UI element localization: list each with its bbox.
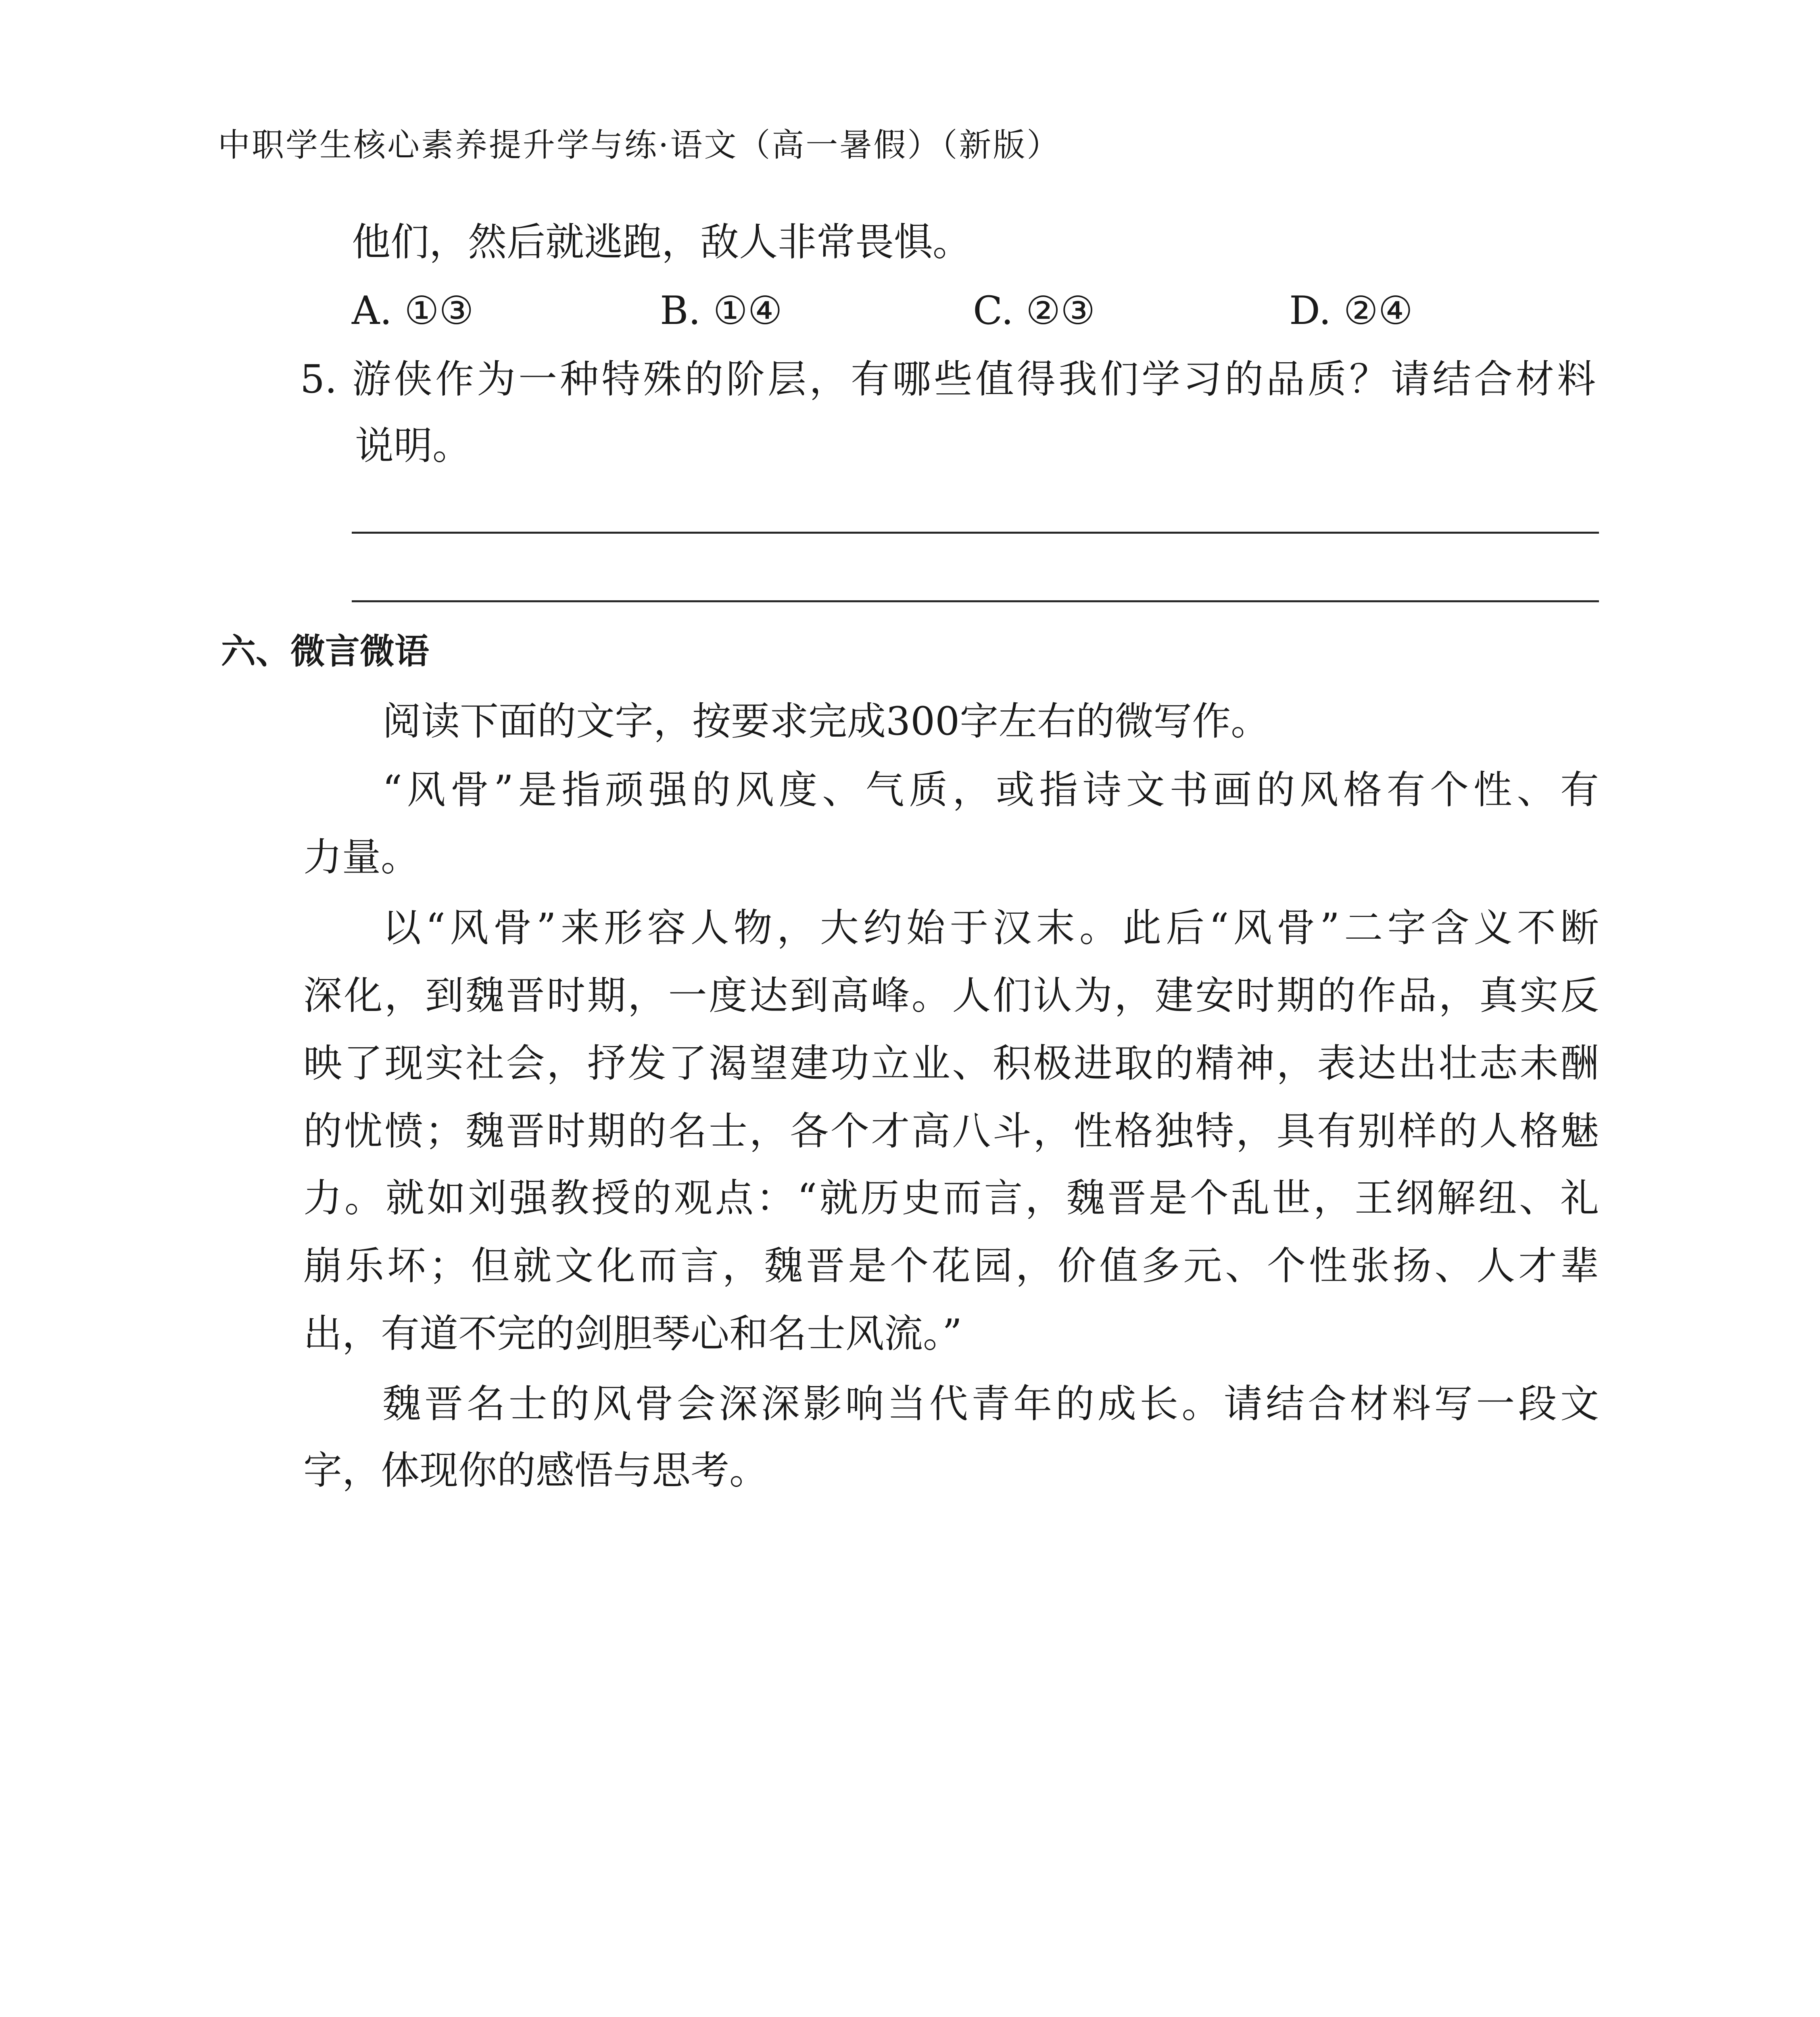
question4-continuation: 他们，然后就逃跑，敌人非常畏惧。 [352,219,971,265]
option-b-value: ①④ [713,288,783,333]
question5-line2: 说明。 [355,423,471,468]
paragraph-line: 的忧愤；魏晋时期的名士，各个才高八斗，性格独特，具有别样的人格魅 [303,1109,1599,1154]
section-heading: 六、微言微语 [221,631,429,672]
paragraph-line: 崩乐坏；但就文化而言，魏晋是个花园，价值多元、个性张扬、人才辈 [303,1243,1599,1288]
question5-line1: 5. 游侠作为一种特殊的阶层，有哪些值得我们学习的品质？请结合材料 [300,357,1596,402]
paragraph-line: “风骨”是指顽强的风度、气质，或指诗文书画的风格有个性、有 [382,767,1599,812]
option-c-value: ②③ [1026,288,1096,333]
option-b [660,282,783,339]
option-d-value: ②④ [1343,288,1413,333]
answer-line[interactable] [352,532,1599,534]
paragraph-line: 力量。 [303,835,420,880]
option-d-label: D. [1289,288,1332,333]
option-a-label: A. [352,288,392,333]
option-a [352,282,474,339]
section-intro: 阅读下面的文字，按要求完成300字左右的微写作。 [382,699,1270,744]
running-header: 中职学生核心素养提升学与练·语文（高一暑假）（新版） [218,126,1061,164]
paragraph-line: 以“风骨”来形容人物，大约始于汉末。此后“风骨”二字含义不断 [382,905,1599,950]
option-a-value: ①③ [404,288,474,333]
option-b-label: B. [660,288,701,333]
paragraph-line: 力。就如刘强教授的观点：“就历史而言，魏晋是个乱世，王纲解纽、礼 [303,1176,1599,1221]
paragraph-line: 深化，到魏晋时期，一度达到高峰。人们认为，建安时期的作品，真实反 [303,973,1599,1018]
paragraph-line: 出，有道不完的剑胆琴心和名士风流。” [303,1311,962,1356]
option-c-label: C. [973,288,1014,333]
paragraph-line: 字，体现你的感悟与思考。 [303,1448,768,1493]
paragraph-line: 映了现实社会，抒发了渴望建功立业、积极进取的精神，表达出壮志未酬 [303,1041,1599,1086]
paragraph-line: 魏晋名士的风骨会深深影响当代青年的成长。请结合材料写一段文 [382,1381,1599,1426]
option-d [1289,282,1413,339]
option-c [973,282,1095,339]
answer-line[interactable] [352,600,1599,602]
